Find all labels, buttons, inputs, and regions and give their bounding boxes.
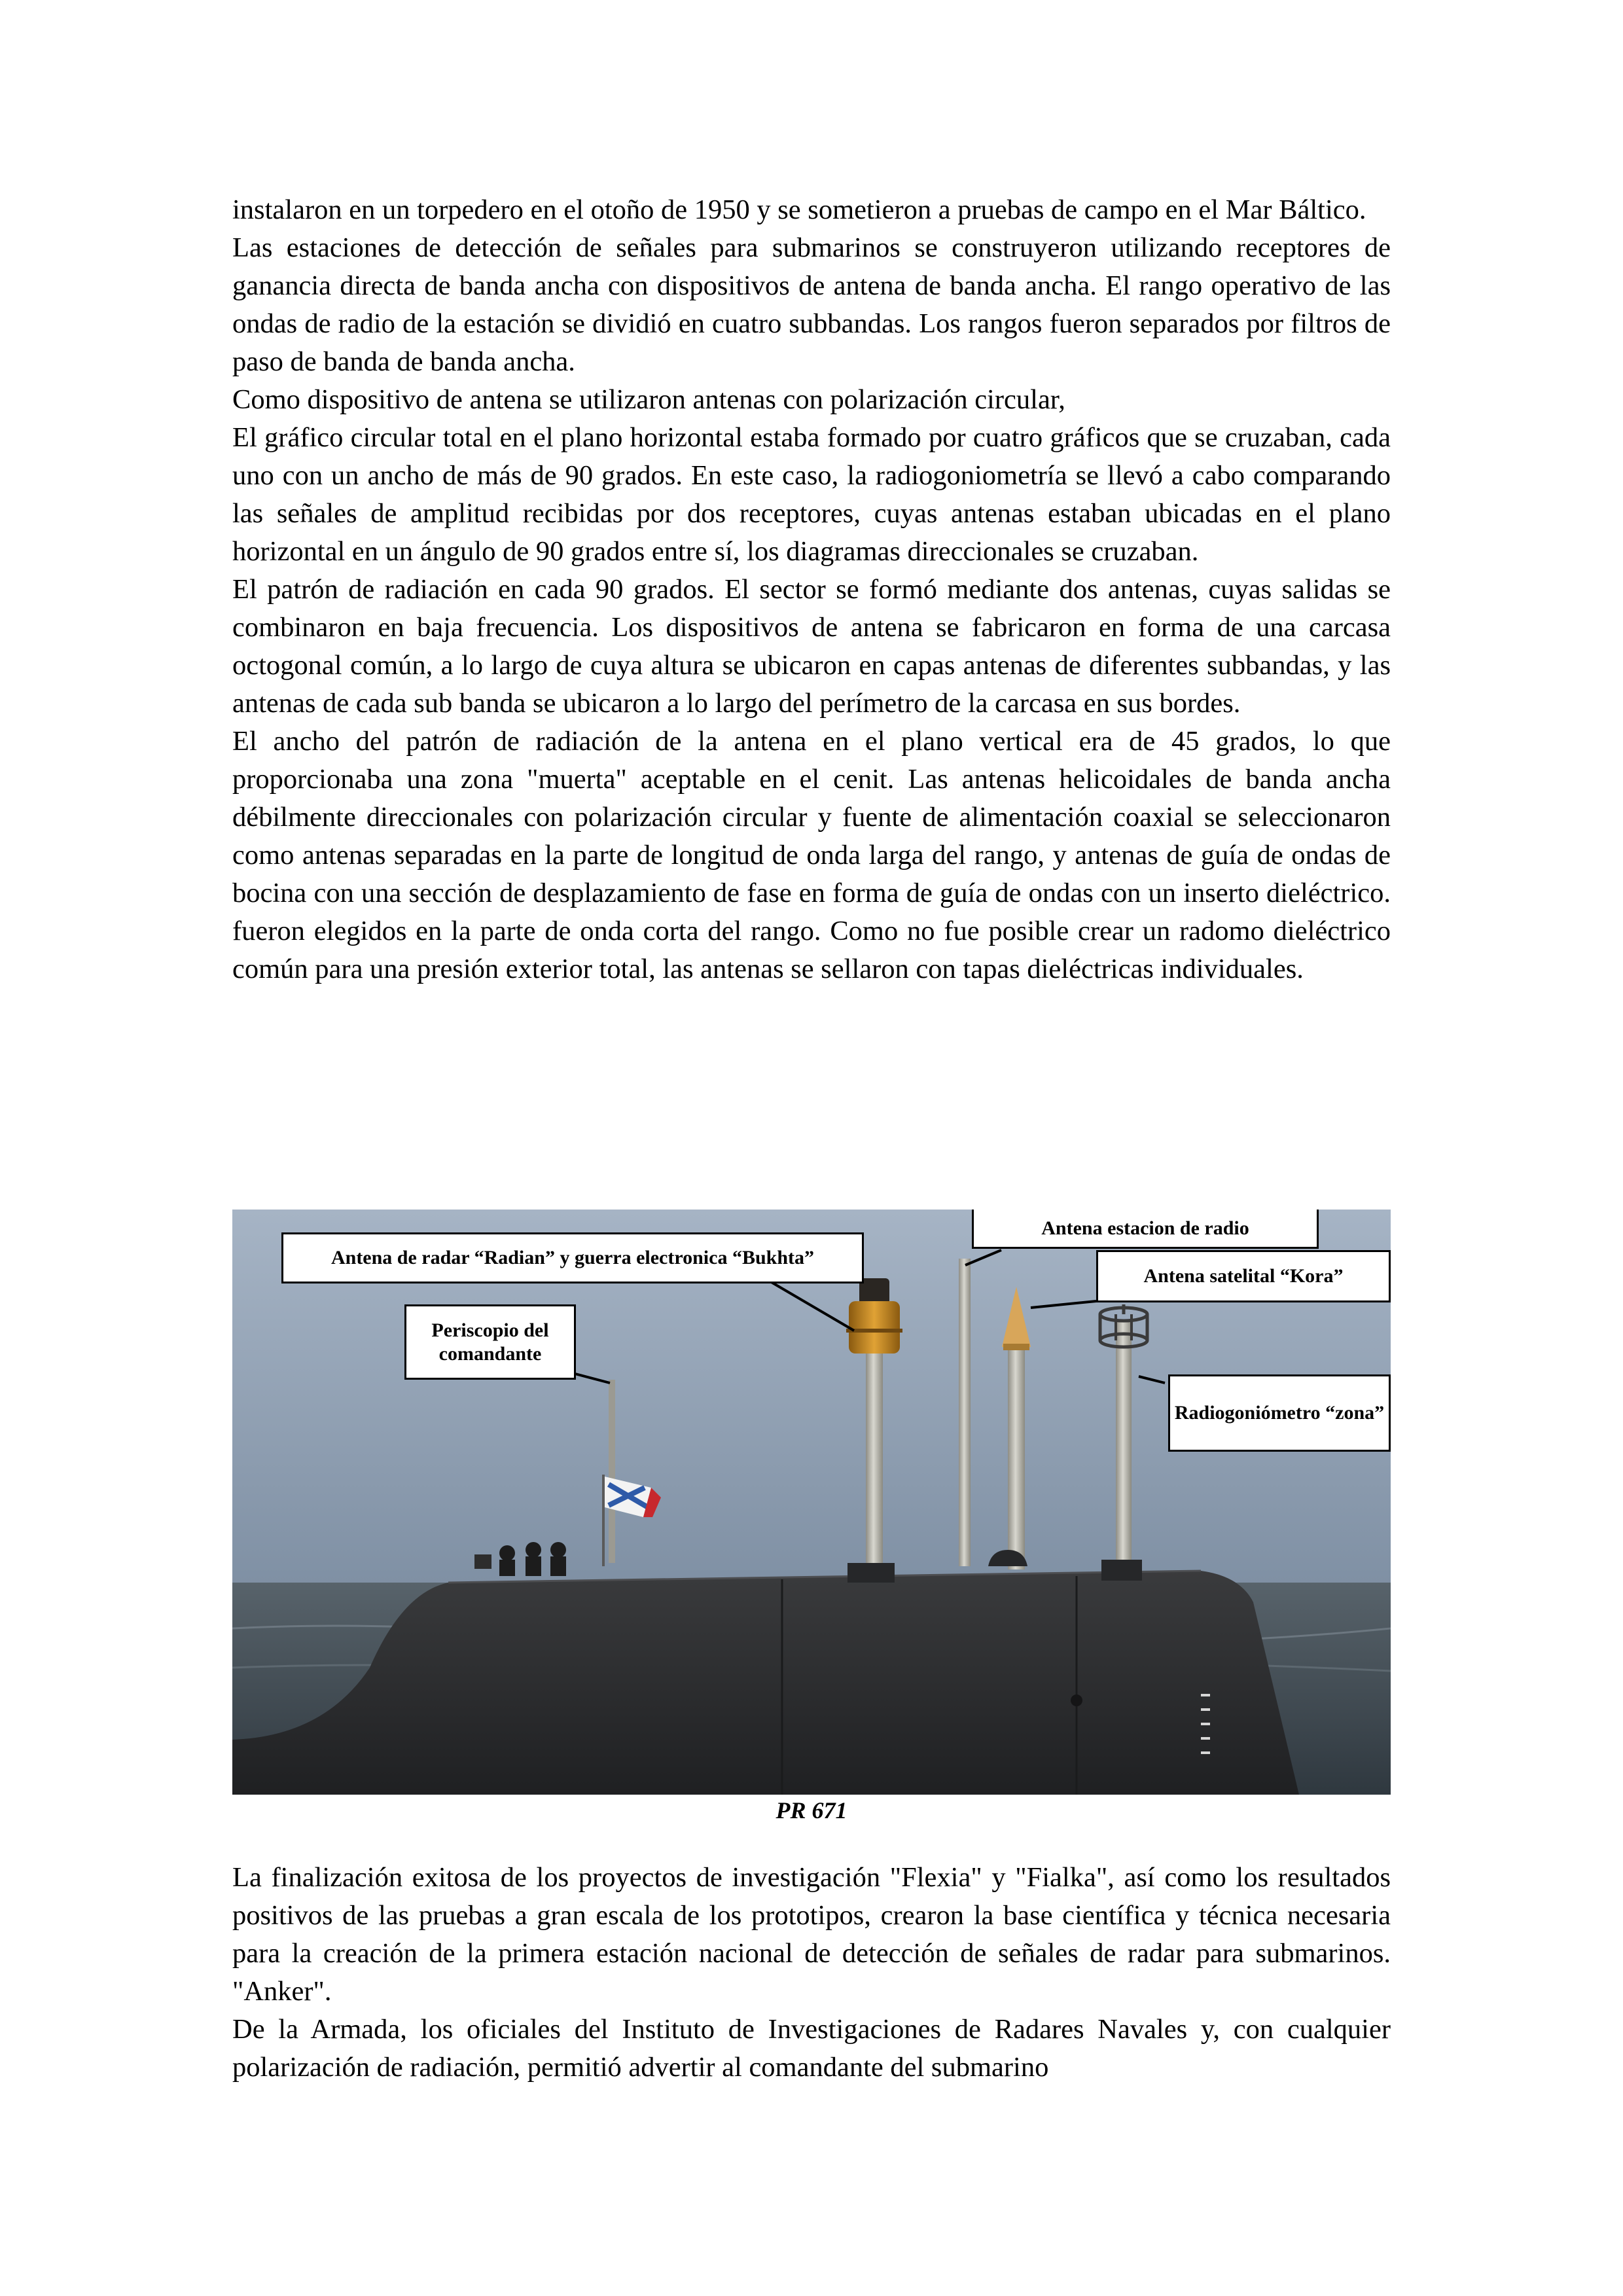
radar-mast <box>866 1334 883 1570</box>
label-radio-antenna: Antena estacion de radio <box>972 1210 1319 1249</box>
label-periscope: Periscopio del comandante <box>404 1304 576 1380</box>
radio-antenna-mast <box>959 1259 971 1566</box>
periscope-mast <box>609 1380 615 1563</box>
kora-mast <box>1008 1347 1025 1570</box>
text-block-top <box>232 191 1391 988</box>
paragraph: Las estaciones de detección de señales para submarinos se construyeron utilizando receptores de ganancia directa de banda ancha con dispositivos de antena de banda ancha. El rango operativo de las ondas de radio de la estación se dividió en cuatro subbandas. Los rangos fueron separados por filtros de paso de banda de banda ancha. <box>232 232 1391 377</box>
label-kora-antenna: Antena satelital “Kora” <box>1096 1250 1391 1302</box>
submarine-photo <box>232 1210 1391 1795</box>
radar-radome <box>849 1301 900 1354</box>
text-block-bottom <box>232 1859 1391 2087</box>
paragraph: La finalización exitosa de los proyectos de investigación "Flexia" y "Fialka", así como los resultados positivos de las pruebas a gran escala de los prototipos, crearon la base científica y técnica necesaria para la creación de la primera estación nacional de detección de señales de radar para submarinos. "Anker". <box>232 1862 1391 2007</box>
label-zona: Radiogoniómetro “zona” <box>1168 1374 1391 1452</box>
figure-caption: PR 671 <box>776 1797 847 1823</box>
paragraph: El patrón de radiación en cada 90 grados. El sector se formó mediante dos antenas, cuyas salidas se combinaron en baja frecuencia. Los dispositivos de antena se fabricaron en forma de una carcasa octogonal común, a lo largo de cuya altura se ubicaron en capas antenas de diferentes subbandas, y las antenas de cada sub banda se ubicaron a lo largo del perímetro de la carcasa en sus bordes. <box>232 574 1391 719</box>
paragraph: El gráfico circular total en el plano horizontal estaba formado por cuatro gráficos que se cruzaban, cada uno con un ancho de más de 90 grados. En este caso, la radiogoniometría se llevó a cabo comparando las señales de amplitud recibidas por dos receptores, cuyas antenas estaban ubicadas en el plano horizontal en un ángulo de 90 grados entre sí, los diagramas direccionales se cruzaban. <box>232 422 1391 567</box>
zona-mast <box>1116 1321 1132 1570</box>
paragraph: De la Armada, los oficiales del Instituto de Investigaciones de Radares Navales y, con cualquier polarización de radiación, permitió advertir al comandante del submarino <box>232 2014 1391 2083</box>
paragraph: instalaron en un torpedero en el otoño de 1950 y se sometieron a pruebas de campo en el Mar Báltico. <box>232 194 1366 225</box>
label-radar-antenna: Antena de radar “Radian” y guerra electronica “Bukhta” <box>281 1232 864 1283</box>
paragraph: Como dispositivo de antena se utilizaron antenas con polarización circular, <box>232 384 1065 415</box>
paragraph: El ancho del patrón de radiación de la antena en el plano vertical era de 45 grados, lo que proporcionaba una zona "muerta" aceptable en el cenit. Las antenas helicoidales de banda ancha débilmente direccionales con polarización circular y fuente de alimentación coaxial se seleccionaron como antenas separadas en la parte de longitud de onda larga del rango, y antenas de guía de ondas de bocina con una sección de desplazamiento de fase en forma de guía de ondas con un inserto dieléctrico. fueron elegidos en la parte de onda corta del rango. Como no fue posible crear un radomo dieléctrico común para una presión exterior total, las antenas se sellaron con tapas dieléctricas individuales. <box>232 726 1391 984</box>
